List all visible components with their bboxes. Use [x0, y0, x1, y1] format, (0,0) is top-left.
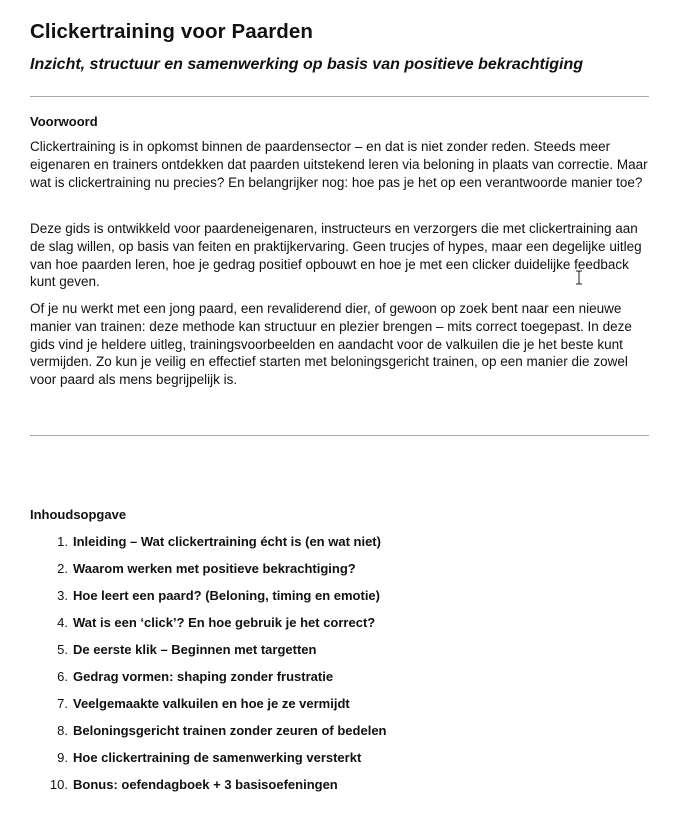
toc-item-label: Hoe leert een paard? (Beloning, timing en emotie)	[73, 588, 380, 603]
toc-item-number: 6.	[57, 669, 68, 684]
toc-item[interactable]	[30, 695, 387, 722]
toc-item-number: 7.	[57, 696, 68, 711]
toc-item[interactable]	[30, 614, 387, 641]
toc-item-label: Veelgemaakte valkuilen en hoe je ze vermijdt	[73, 696, 350, 711]
toc-item[interactable]	[30, 776, 387, 803]
document-subtitle: Inzicht, structuur en samenwerking op basis van positieve bekrachtiging	[30, 56, 584, 73]
toc-item-label: Beloningsgericht trainen zonder zeuren of bedelen	[73, 723, 387, 738]
toc-item-number: 4.	[57, 615, 68, 630]
toc-item[interactable]	[30, 560, 387, 587]
toc-item-number: 5.	[57, 642, 68, 657]
toc-item-label: Gedrag vormen: shaping zonder frustratie	[73, 669, 334, 684]
toc-item[interactable]	[30, 722, 387, 749]
toc-item-number: 2.	[57, 561, 68, 576]
toc-item[interactable]	[30, 668, 387, 695]
table-of-contents	[30, 533, 387, 803]
foreword-heading: Voorwoord	[30, 114, 98, 129]
divider-middle	[30, 435, 649, 436]
toc-item-label: Waarom werken met positieve bekrachtiging?	[73, 561, 356, 576]
foreword-paragraph-3: Of je nu werkt met een jong paard, een revaliderend dier, of gewoon op zoek bent naar een nieuwe manier van trainen: deze methode kan structuur en plezier brengen – mits correct toegepast. In deze gids vind je heldere uitleg, trainingsvoorbeelden en aandacht voor de valkuilen die je het beste kunt vermijden. Zo kun je veilig en effectief starten met beloningsgericht trainen, op een manier die zowel voor paard als mens begrijpelijk is.	[30, 301, 632, 388]
toc-item-label: Bonus: oefendagboek + 3 basisoefeningen	[73, 777, 338, 792]
toc-item-label: De eerste klik – Beginnen met targetten	[73, 642, 317, 657]
divider-top	[30, 96, 649, 97]
toc-item[interactable]	[30, 533, 387, 560]
foreword-paragraph-1: Clickertraining is in opkomst binnen de paardensector – en dat is niet zonder reden. Steeds meer eigenaren en trainers ontdekken dat paarden uitstekend leren via beloning in plaats van correctie. Maar wat is clickertraining nu precies? En belangrijker nog: hoe pas je het op een verantwoorde manier toe?	[30, 139, 648, 190]
toc-item-number: 8.	[57, 723, 68, 738]
toc-item-number: 3.	[57, 588, 68, 603]
document-title: Clickertraining voor Paarden	[30, 20, 314, 43]
toc-item-label: Wat is een ‘click’? En hoe gebruik je het correct?	[73, 615, 376, 630]
toc-item-label: Hoe clickertraining de samenwerking versterkt	[73, 750, 362, 765]
toc-item[interactable]	[30, 641, 387, 668]
toc-item-label: Inleiding – Wat clickertraining écht is (en wat niet)	[73, 534, 381, 549]
toc-item[interactable]	[30, 749, 387, 776]
toc-heading: Inhoudsopgave	[30, 507, 127, 522]
foreword-paragraph-2: Deze gids is ontwikkeld voor paardeneigenaren, instructeurs en verzorgers die met clickertraining aan de slag willen, op basis van feiten en praktijkervaring. Geen trucjes of hypes, maar een degelijke uitleg van hoe paarden leren, hoe je gedrag positief opbouwt en hoe je met een clicker duidelijke feedback kunt geven.	[30, 221, 642, 290]
text-cursor-icon	[575, 270, 583, 285]
toc-item-number: 9.	[57, 750, 68, 765]
toc-item[interactable]	[30, 587, 387, 614]
toc-item-number: 1.	[57, 534, 68, 549]
toc-item-number: 10.	[49, 777, 68, 792]
